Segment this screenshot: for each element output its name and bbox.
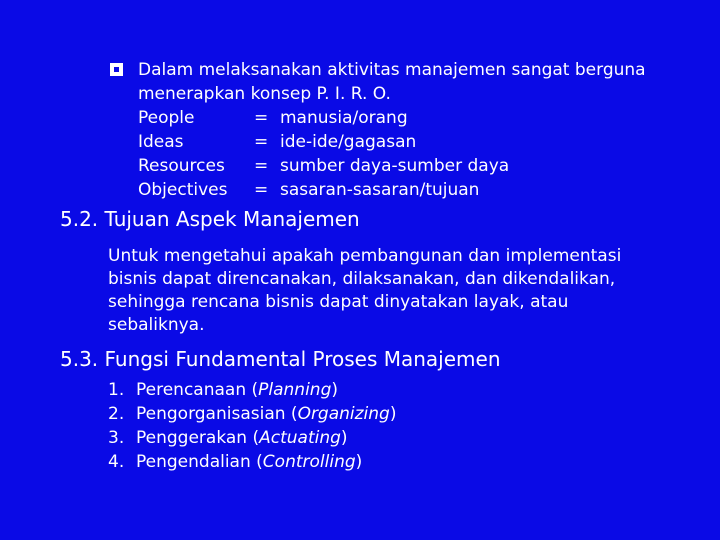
list-close: ) xyxy=(355,452,363,472)
paragraph-line: sebaliknya. xyxy=(108,315,205,335)
piro-table xyxy=(138,106,690,202)
list-number: 4. xyxy=(108,452,125,472)
paragraph-line: Untuk mengetahui apakah pembangunan dan implementasi xyxy=(108,246,622,266)
piro-term: People xyxy=(138,108,195,128)
piro-meaning: sasaran-sasaran/tujuan xyxy=(280,180,480,200)
list-italic-term: Controlling xyxy=(262,452,356,472)
piro-equals: = xyxy=(254,156,269,176)
list-text: Perencanaan ( xyxy=(136,380,259,400)
bullet-line-1: Dalam melaksanakan aktivitas manajemen sangat berguna xyxy=(138,60,646,80)
section-heading-fungsi: 5.3. Fungsi Fundamental Proses Manajemen xyxy=(60,347,501,371)
piro-equals: = xyxy=(254,132,269,152)
piro-term: Objectives xyxy=(138,180,228,200)
list-item xyxy=(108,450,397,474)
section-heading-tujuan: 5.2. Tujuan Aspek Manajemen xyxy=(60,207,360,231)
piro-bullet xyxy=(110,58,690,202)
list-italic-term: Actuating xyxy=(259,428,341,448)
list-item xyxy=(108,378,397,402)
list-item xyxy=(108,426,397,450)
section-paragraph xyxy=(108,245,688,337)
paragraph-line: sehingga rencana bisnis dapat dinyatakan layak, atau xyxy=(108,292,569,312)
function-list xyxy=(108,378,397,474)
list-number: 2. xyxy=(108,404,125,424)
list-italic-term: Organizing xyxy=(297,404,390,424)
list-text: Penggerakan ( xyxy=(136,428,260,448)
list-close: ) xyxy=(331,380,339,400)
paragraph-line: bisnis dapat direncanakan, dilaksanakan, dan dikendalikan, xyxy=(108,269,616,289)
bullet-line-2: menerapkan konsep P. I. R. O. xyxy=(138,84,391,104)
list-text: Pengorganisasian ( xyxy=(136,404,298,424)
piro-equals: = xyxy=(254,108,269,128)
piro-row xyxy=(138,106,690,130)
piro-row xyxy=(138,154,690,178)
bullet-box-icon xyxy=(110,63,123,76)
piro-meaning: sumber daya-sumber daya xyxy=(280,156,510,176)
list-item xyxy=(108,402,397,426)
list-close: ) xyxy=(340,428,348,448)
piro-equals: = xyxy=(254,180,269,200)
piro-meaning: manusia/orang xyxy=(280,108,408,128)
list-number: 1. xyxy=(108,380,125,400)
piro-term: Ideas xyxy=(138,132,184,152)
piro-row xyxy=(138,178,690,202)
list-italic-term: Planning xyxy=(258,380,332,400)
piro-meaning: ide-ide/gagasan xyxy=(280,132,417,152)
piro-term: Resources xyxy=(138,156,225,176)
list-close: ) xyxy=(389,404,397,424)
list-number: 3. xyxy=(108,428,125,448)
list-text: Pengendalian ( xyxy=(136,452,263,472)
piro-row xyxy=(138,130,690,154)
